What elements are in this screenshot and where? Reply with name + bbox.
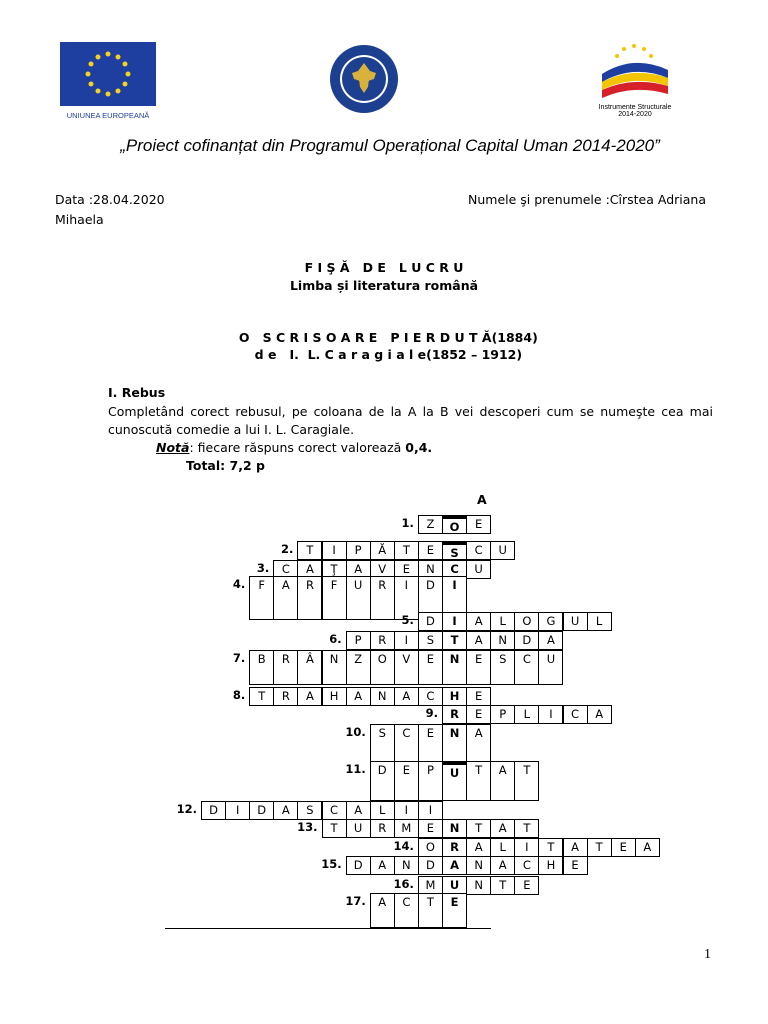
crossword-cell: P — [418, 761, 443, 801]
crossword-cell: T — [322, 819, 347, 838]
crossword-cell: U — [466, 560, 491, 579]
crossword-cell: S — [370, 724, 395, 764]
crossword-row-number: 6. — [329, 632, 342, 646]
crossword-cell: P — [490, 705, 515, 724]
crossword-cell: A — [346, 801, 371, 820]
crossword-key-cell: T — [442, 631, 467, 650]
crossword-cell: T — [249, 687, 274, 706]
note-value: 0,4. — [405, 440, 433, 455]
crossword-cell: A — [273, 576, 298, 620]
crossword-key-cell: A — [442, 856, 467, 875]
crossword-cell: A — [297, 560, 322, 579]
crossword-row-number: 8. — [232, 688, 246, 702]
crossword-cell: A — [346, 687, 371, 706]
crossword-cell: A — [273, 801, 298, 820]
crossword-cell: I — [322, 541, 347, 560]
section-heading: I. Rebus — [108, 385, 166, 400]
structural-instruments-label-2: 2014-2020 — [618, 111, 652, 118]
crossword-cell: S — [418, 631, 443, 650]
crossword-cell: A — [346, 560, 371, 579]
crossword-key-cell: C — [442, 560, 467, 579]
crossword-row-number: 4. — [232, 577, 246, 591]
crossword-cell: C — [394, 724, 419, 764]
crossword-key-cell: U — [442, 761, 467, 801]
crossword-key-cell: I — [442, 612, 467, 631]
crossword-cell: A — [466, 612, 491, 631]
total-label: Total: — [186, 458, 230, 473]
crossword-cell: N — [466, 876, 491, 895]
eu-label: UNIUNEA EUROPEANĂ — [66, 111, 150, 120]
crossword-key-cell: R — [442, 838, 467, 857]
crossword-cell: L — [587, 612, 612, 631]
crossword-cell: S — [297, 801, 322, 820]
crossword-cell: C — [394, 893, 419, 928]
crossword-cell: A — [587, 705, 612, 724]
crossword-cell: A — [466, 724, 491, 764]
crossword-cell: E — [466, 705, 491, 724]
crossword-cell: F — [249, 576, 274, 620]
crossword-cell: T — [514, 761, 539, 801]
crossword-cell: T — [587, 838, 612, 857]
crossword-cell: E — [394, 761, 419, 801]
crossword-cell: I — [538, 705, 563, 724]
crossword-cell: Ă — [370, 541, 395, 560]
crossword-cell: A — [563, 838, 588, 857]
crossword-cell: T — [297, 541, 322, 560]
crossword-cell: A — [297, 687, 322, 706]
crossword-key-cell: E — [442, 893, 467, 928]
crossword-cell: N — [394, 856, 419, 875]
crossword-cell: T — [538, 838, 563, 857]
crossword-key-cell: N — [442, 650, 467, 685]
crossword-cell: O — [370, 650, 395, 685]
crossword-cell: T — [466, 761, 491, 801]
page-number: 1 — [704, 947, 711, 962]
crossword-row-number: 1. — [401, 516, 414, 530]
crossword-cell: E — [466, 515, 491, 534]
crossword-cell: A — [466, 631, 491, 650]
date-field: Data :28.04.2020 — [55, 192, 165, 207]
crossword-cell: U — [346, 819, 371, 838]
crossword-cell: M — [418, 876, 443, 895]
student-name: Numele şi prenumele :Cîrstea Adriana — [468, 192, 706, 207]
crossword-row-number: 7. — [232, 651, 246, 665]
crossword-cell: C — [273, 560, 298, 579]
crossword-key-cell: H — [442, 687, 467, 706]
crossword-cell: I — [225, 801, 250, 820]
crossword-cell: I — [394, 631, 419, 650]
crossword-cell: I — [514, 838, 539, 857]
crossword-key-cell: R — [442, 705, 467, 724]
crossword-cell: A — [466, 838, 491, 857]
crossword-cell: E — [563, 856, 588, 875]
crossword-cell: N — [466, 856, 491, 875]
crossword-cell: T — [490, 876, 515, 895]
crossword-cell: D — [249, 801, 274, 820]
crossword-cell: U — [490, 541, 515, 560]
crossword-cell: R — [273, 687, 298, 706]
crossword-bottom-line — [165, 928, 491, 929]
crossword-cell: E — [418, 724, 443, 764]
crossword-cell: A — [490, 856, 515, 875]
worksheet-title: F I Ş Ă D E L U C R U — [304, 260, 464, 275]
crossword-cell: A — [394, 687, 419, 706]
crossword-cell: C — [466, 541, 491, 560]
crossword-cell: L — [514, 705, 539, 724]
crossword-cell: V — [394, 650, 419, 685]
crossword-cell: A — [490, 819, 515, 838]
crossword-cell: D — [201, 801, 226, 820]
crossword-cell: A — [370, 893, 395, 928]
crossword-cell: E — [466, 687, 491, 706]
crossword-row-number: 15. — [321, 857, 342, 871]
crossword-key-cell: N — [442, 819, 467, 838]
crossword-cell: I — [418, 801, 443, 820]
instruction-text: Completând corect rebusul, pe coloana de la A la B vei descoperi cum se numeşte cea mai cunoscută comedie a lui I. L. Caragiale. — [108, 404, 713, 437]
crossword-cell: I — [394, 801, 419, 820]
crossword-cell: A — [538, 631, 563, 650]
crossword-cell: G — [538, 612, 563, 631]
column-label-a: A — [477, 492, 487, 507]
crossword-cell: S — [490, 650, 515, 685]
crossword-cell: M — [394, 819, 419, 838]
crossword-cell: E — [418, 819, 443, 838]
crossword-row-number: 12. — [176, 802, 197, 816]
crossword-row-number: 10. — [345, 725, 366, 739]
crossword-cell: C — [563, 705, 588, 724]
author-name: d e I. L. C a r a g i a l e — [254, 347, 427, 362]
crossword-key-cell: N — [442, 724, 467, 764]
crossword-cell: E — [611, 838, 636, 857]
crossword-cell: C — [418, 687, 443, 706]
crossword-cell: D — [418, 576, 443, 620]
crossword-cell: V — [370, 560, 395, 579]
crossword-cell: N — [418, 560, 443, 579]
crossword-row-number: 11. — [345, 762, 366, 776]
crossword-cell: R — [370, 819, 395, 838]
project-banner: „Proiect cofinanțat din Programul Operațional Capital Uman 2014-2020” — [120, 136, 660, 155]
work-year: (1884) — [491, 330, 538, 345]
note-label: Notă — [156, 440, 190, 455]
crossword-cell: H — [538, 856, 563, 875]
crossword-cell: T — [394, 541, 419, 560]
crossword-cell: E — [466, 650, 491, 685]
crossword-cell: R — [370, 631, 395, 650]
crossword-cell: P — [346, 631, 371, 650]
crossword-cell: E — [394, 560, 419, 579]
crossword-key-cell: S — [442, 541, 467, 560]
crossword-cell: A — [635, 838, 660, 857]
crossword-cell: U — [563, 612, 588, 631]
crossword-cell: C — [322, 801, 347, 820]
crossword-cell: U — [346, 576, 371, 620]
crossword-cell: D — [370, 761, 395, 801]
crossword-row-number: 3. — [256, 561, 270, 575]
crossword-cell: D — [418, 612, 443, 631]
crossword-row-number: 9. — [425, 706, 438, 720]
crossword-cell: T — [418, 893, 443, 928]
crossword-cell: F — [322, 576, 347, 620]
crossword-row-number: 17. — [345, 894, 366, 908]
crossword-cell: Z — [346, 650, 371, 685]
crossword-cell: N — [490, 631, 515, 650]
crossword-cell: R — [370, 576, 395, 620]
crossword-cell: E — [418, 541, 443, 560]
crossword-cell: R — [273, 650, 298, 685]
crossword-cell: P — [346, 541, 371, 560]
crossword-cell: I — [394, 576, 419, 620]
crossword-cell: U — [538, 650, 563, 685]
crossword-cell: O — [514, 612, 539, 631]
crossword-key-cell: U — [442, 876, 467, 895]
student-name-continued: Mihaela — [55, 212, 104, 227]
crossword-cell: H — [322, 687, 347, 706]
crossword-cell: L — [490, 612, 515, 631]
crossword-row-number: 2. — [281, 542, 294, 556]
crossword-cell: A — [370, 856, 395, 875]
crossword-cell: E — [418, 650, 443, 685]
crossword-cell: C — [514, 856, 539, 875]
crossword-cell: C — [514, 650, 539, 685]
crossword-cell: Z — [418, 515, 443, 534]
crossword-cell: L — [370, 801, 395, 820]
crossword-cell: Â — [297, 650, 322, 685]
crossword-cell: N — [322, 650, 347, 685]
crossword-cell: T — [514, 819, 539, 838]
author-years: (1852 – 1912) — [426, 347, 523, 362]
total-value: 7,2 p — [229, 458, 265, 473]
crossword-cell: D — [418, 856, 443, 875]
crossword-key-cell: I — [442, 576, 467, 620]
crossword-row-number: 5. — [401, 613, 414, 627]
crossword-cell: D — [514, 631, 539, 650]
crossword-key-cell: O — [442, 515, 467, 534]
subject-title: Limba și literatura română — [289, 278, 479, 293]
note-text: : fiecare răspuns corect valorează — [189, 440, 406, 455]
crossword-row-number: 13. — [297, 820, 318, 834]
structural-instruments-label-1: Instrumente Structurale — [598, 104, 672, 111]
crossword-cell: L — [490, 838, 515, 857]
crossword-cell: D — [346, 856, 371, 875]
crossword-cell: B — [249, 650, 274, 685]
work-title: O S C R I S O A R E P I E R D U T Ă — [238, 330, 492, 345]
crossword-cell: A — [490, 761, 515, 801]
crossword-cell: Ţ — [322, 560, 347, 579]
crossword-cell: T — [466, 819, 491, 838]
crossword-row-number: 16. — [393, 877, 414, 891]
crossword-cell: E — [514, 876, 539, 895]
crossword-cell: R — [297, 576, 322, 620]
crossword-cell: N — [370, 687, 395, 706]
crossword-row-number: 14. — [393, 839, 414, 853]
crossword-cell: O — [418, 838, 443, 857]
